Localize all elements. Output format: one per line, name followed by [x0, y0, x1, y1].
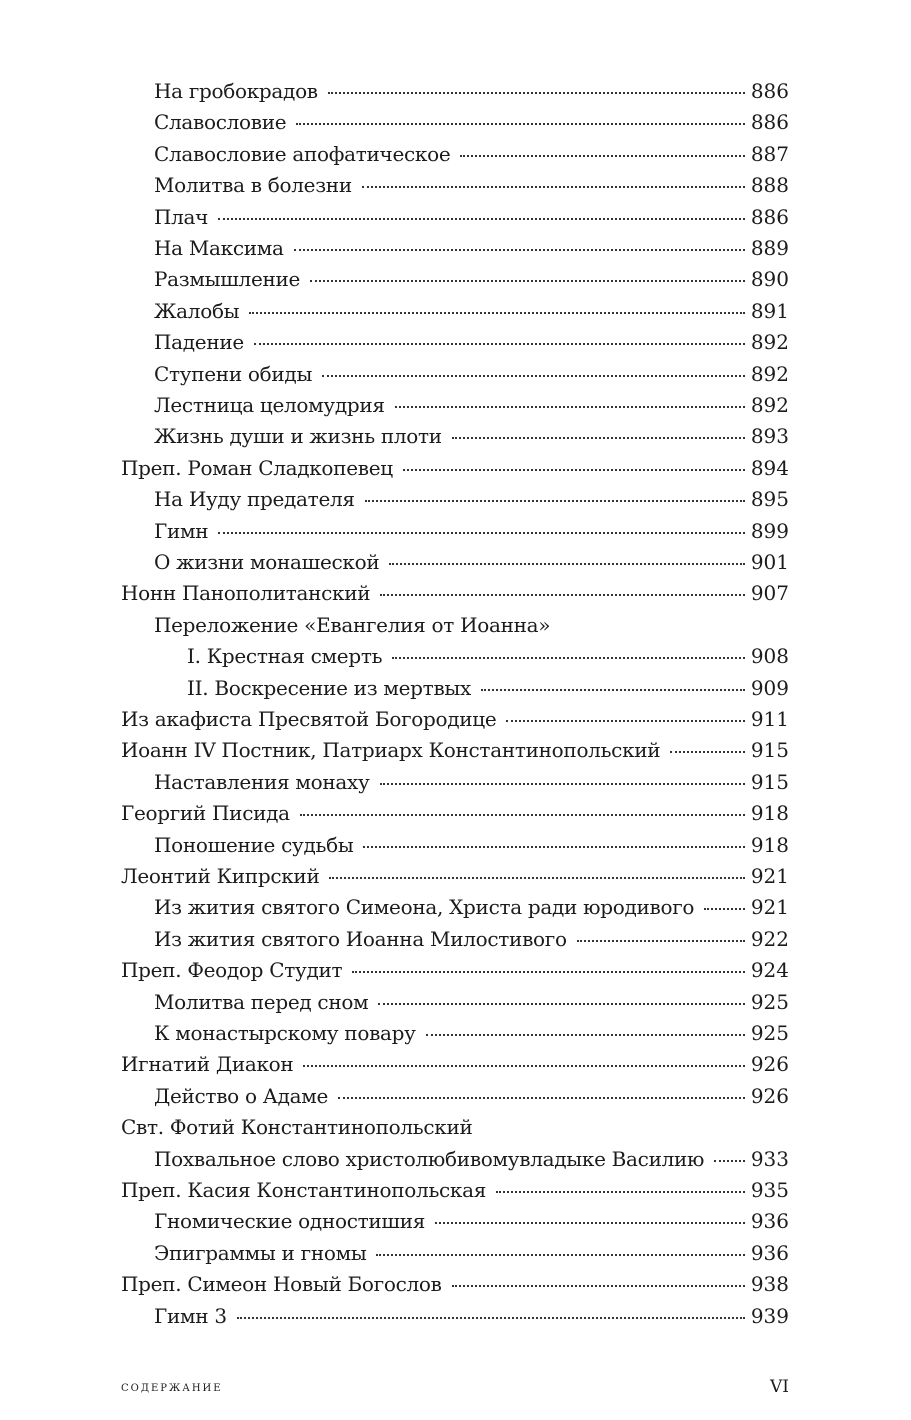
- toc-row: [0, 296, 911, 327]
- toc-entry: [154, 327, 789, 358]
- toc-entry: [154, 1301, 789, 1332]
- toc-row: [0, 233, 911, 264]
- toc-row: [0, 1269, 911, 1300]
- dot-leader: [403, 468, 745, 471]
- toc-entry-title: Поношение судьбы: [154, 833, 354, 857]
- toc-row: [0, 516, 911, 547]
- toc-row: [0, 1049, 911, 1080]
- toc-row: [0, 202, 911, 233]
- toc-entry-title: Наставления монаху: [154, 770, 370, 794]
- dot-leader: [362, 185, 745, 188]
- toc-entry: [154, 359, 789, 390]
- toc-entry: [121, 861, 789, 892]
- dot-leader: [300, 813, 745, 816]
- toc-entry: [154, 610, 789, 641]
- toc-page-number: 915: [750, 738, 789, 762]
- toc-entry-title: Преп. Феодор Студит: [121, 958, 343, 982]
- toc-page-number: 939: [750, 1304, 789, 1328]
- toc-entry: [154, 830, 789, 861]
- toc-row: [0, 1238, 911, 1269]
- toc-entry: [154, 202, 789, 233]
- toc-row: [0, 924, 911, 955]
- toc-entry: [121, 735, 789, 766]
- dot-leader: [460, 154, 744, 157]
- toc-entry: [154, 390, 789, 421]
- dot-leader: [294, 248, 745, 251]
- dot-leader: [329, 876, 744, 879]
- toc-row: [0, 987, 911, 1018]
- toc-entry-title: Молитва перед сном: [154, 990, 369, 1014]
- toc-page-number: 893: [750, 424, 789, 448]
- toc-page-number: 892: [750, 393, 789, 417]
- toc-entry: [121, 798, 789, 829]
- dot-leader: [452, 1284, 745, 1287]
- toc-entry-title: Из жития святого Иоанна Милостивого: [154, 927, 567, 951]
- toc-entry: [154, 987, 789, 1018]
- toc-row: [0, 798, 911, 829]
- toc-entry-title: Гимн 3: [154, 1304, 227, 1328]
- toc-entry-title: На гробокрадов: [154, 79, 318, 103]
- toc-page-number: 891: [750, 299, 789, 323]
- toc-entry-title: Преп. Роман Сладкопевец: [121, 456, 393, 480]
- dot-leader: [380, 593, 744, 596]
- toc-entry: [154, 139, 789, 170]
- dot-leader: [380, 782, 745, 785]
- dot-leader: [435, 1221, 745, 1224]
- toc-page-number: 933: [750, 1147, 789, 1171]
- toc-entry-title: К монастырскому повару: [154, 1021, 416, 1045]
- toc-row: [0, 673, 911, 704]
- dot-leader: [389, 562, 744, 565]
- dot-leader: [365, 499, 745, 502]
- dot-leader: [296, 122, 745, 125]
- dot-leader: [378, 1002, 744, 1005]
- dot-leader: [670, 750, 744, 753]
- toc-entry-title: Жизнь души и жизнь плоти: [154, 424, 442, 448]
- toc-row: [0, 1144, 911, 1175]
- toc-page-number: 889: [750, 236, 789, 260]
- dot-leader: [496, 1190, 745, 1193]
- toc-row: [0, 830, 911, 861]
- dot-leader: [481, 688, 745, 691]
- toc-page-number: 886: [750, 110, 789, 134]
- dot-leader: [376, 1253, 744, 1256]
- toc-row: [0, 610, 911, 641]
- toc-entry-title: На Максима: [154, 236, 284, 260]
- dot-leader: [310, 279, 745, 282]
- toc-page-number: 921: [750, 895, 789, 919]
- toc-entry-title: Ступени обиды: [154, 362, 313, 386]
- toc-entry-title: Падение: [154, 330, 244, 354]
- toc-entry: [154, 170, 789, 201]
- dot-leader: [352, 970, 745, 973]
- toc-page-number: 921: [750, 864, 789, 888]
- toc-entry: [154, 1206, 789, 1237]
- page-number: VI: [770, 1377, 789, 1397]
- toc-row: [0, 1175, 911, 1206]
- toc-entry-title: Георгий Писида: [121, 801, 290, 825]
- toc-page-number: 925: [750, 990, 789, 1014]
- toc-page-number: 899: [750, 519, 789, 543]
- dot-leader: [322, 374, 745, 377]
- toc-entry: [121, 1112, 789, 1143]
- toc-entry: [121, 578, 789, 609]
- toc-entry: [154, 1238, 789, 1269]
- dot-leader: [395, 405, 745, 408]
- dot-leader: [303, 1064, 744, 1067]
- toc-entry-title: Переложение «Евангелия от Иоанна»: [154, 613, 551, 637]
- dot-leader: [328, 91, 745, 94]
- toc-entry-title: Леонтий Кипрский: [121, 864, 320, 888]
- toc-row: [0, 892, 911, 923]
- toc-entry-title: Славословие: [154, 110, 287, 134]
- toc-entry-title: Преп. Симеон Новый Богослов: [121, 1272, 442, 1296]
- toc-entry-title: Эпиграммы и гномы: [154, 1241, 367, 1265]
- toc-page-number: 907: [750, 581, 789, 605]
- toc-entry-title: Из жития святого Симеона, Христа ради юродивого: [154, 895, 695, 919]
- toc-entry-title: I. Крестная смерть: [187, 644, 383, 668]
- toc-row: [0, 547, 911, 578]
- toc-entry: [121, 955, 789, 986]
- toc-page-number: 909: [750, 676, 789, 700]
- toc-entry-title: Похвальное слово христолюбивомувладыке Василию: [154, 1147, 705, 1171]
- toc-entry-title: Жалобы: [154, 299, 240, 323]
- toc-row: [0, 421, 911, 452]
- toc-row: [0, 484, 911, 515]
- toc-page-number: 894: [750, 456, 789, 480]
- toc-entry: [154, 516, 789, 547]
- toc-page-number: 936: [750, 1241, 789, 1265]
- toc-entry: [187, 641, 789, 672]
- toc-row: [0, 578, 911, 609]
- toc-row: [0, 861, 911, 892]
- dot-leader: [363, 845, 744, 848]
- dot-leader: [237, 1316, 745, 1319]
- toc-page-number: 915: [750, 770, 789, 794]
- toc-entry: [121, 1049, 789, 1080]
- toc-row: [0, 264, 911, 295]
- toc-entry-title: Молитва в болезни: [154, 173, 352, 197]
- toc-page-number: 887: [750, 142, 789, 166]
- toc-entry: [154, 767, 789, 798]
- toc-entry-title: Плач: [154, 205, 209, 229]
- toc-entry-title: Действо о Адаме: [154, 1084, 329, 1108]
- toc-entry-title: Игнатий Диакон: [121, 1052, 294, 1076]
- toc-row: [0, 170, 911, 201]
- dot-leader: [338, 1096, 745, 1099]
- toc-entry: [154, 1018, 789, 1049]
- toc-page-number: 935: [750, 1178, 789, 1202]
- toc-row: [0, 327, 911, 358]
- toc-page-number: 908: [750, 644, 789, 668]
- toc-row: [0, 1112, 911, 1143]
- toc-entry: [154, 421, 789, 452]
- toc-page-number: 892: [750, 362, 789, 386]
- toc-row: [0, 453, 911, 484]
- toc-entry-title: Свт. Фотий Константинопольский: [121, 1115, 473, 1139]
- toc-page-number: 886: [750, 205, 789, 229]
- toc-row: [0, 107, 911, 138]
- toc-row: [0, 1206, 911, 1237]
- toc-row: [0, 1018, 911, 1049]
- toc-entry: [154, 107, 789, 138]
- toc-page-number: 890: [750, 267, 789, 291]
- toc-entry-title: Гимн: [154, 519, 209, 543]
- dot-leader: [452, 436, 745, 439]
- toc-page-number: 918: [750, 801, 789, 825]
- toc-entry: [121, 1175, 789, 1206]
- dot-leader: [392, 656, 745, 659]
- toc-row: [0, 767, 911, 798]
- toc-entry: [154, 484, 789, 515]
- toc-entry: [154, 1144, 789, 1175]
- toc-entry-title: Иоанн IV Постник, Патриарх Константинопольский: [121, 738, 661, 762]
- toc-row: [0, 390, 911, 421]
- toc-page-number: 938: [750, 1272, 789, 1296]
- toc-entry: [187, 673, 789, 704]
- toc-entry: [121, 453, 789, 484]
- dot-leader: [704, 907, 745, 910]
- toc-entry: [154, 233, 789, 264]
- toc-page-number: 892: [750, 330, 789, 354]
- toc-entry-title: На Иуду предателя: [154, 487, 355, 511]
- toc-row: [0, 76, 911, 107]
- toc-page-number: 926: [750, 1084, 789, 1108]
- dot-leader: [577, 939, 745, 942]
- toc-row: [0, 704, 911, 735]
- toc-entry-title: Из акафиста Пресвятой Богородице: [121, 707, 497, 731]
- toc-row: [0, 1081, 911, 1112]
- toc-entry: [154, 264, 789, 295]
- toc-entry: [154, 1081, 789, 1112]
- toc-row: [0, 359, 911, 390]
- toc-entry-title: II. Воскресение из мертвых: [187, 676, 471, 700]
- toc-page-number: 911: [750, 707, 789, 731]
- toc-entry-title: Лестница целомудрия: [154, 393, 385, 417]
- toc-page-number: 888: [750, 173, 789, 197]
- toc-entry: [154, 892, 789, 923]
- toc-page-number: 925: [750, 1021, 789, 1045]
- toc-page-number: 922: [750, 927, 789, 951]
- dot-leader: [426, 1033, 745, 1036]
- toc-entry: [121, 704, 789, 735]
- toc-entry-title: Славословие апофатическое: [154, 142, 451, 166]
- toc-entry: [154, 296, 789, 327]
- toc-page-number: 924: [750, 958, 789, 982]
- toc-entry-title: Гномические одностишия: [154, 1209, 426, 1233]
- toc-entry: [154, 924, 789, 955]
- toc-page-number: 901: [750, 550, 789, 574]
- toc-row: [0, 1301, 911, 1332]
- dot-leader: [714, 1159, 745, 1162]
- toc-entry-title: Размышление: [154, 267, 301, 291]
- toc-row: [0, 139, 911, 170]
- toc-entry: [154, 76, 789, 107]
- toc-entry-title: О жизни монашеской: [154, 550, 380, 574]
- toc-row: [0, 955, 911, 986]
- toc-entry-title: Нонн Панополитанский: [121, 581, 371, 605]
- toc-entry: [154, 547, 789, 578]
- dot-leader: [254, 342, 745, 345]
- dot-leader: [249, 311, 745, 314]
- running-footer-title: содержание: [121, 1379, 223, 1395]
- toc-page-number: 886: [750, 79, 789, 103]
- toc-page-number: 895: [750, 487, 789, 511]
- toc-entry: [121, 1269, 789, 1300]
- dot-leader: [218, 217, 745, 220]
- dot-leader: [506, 719, 744, 722]
- dot-leader: [218, 531, 745, 534]
- toc-entry-title: Преп. Касия Константинопольская: [121, 1178, 487, 1202]
- toc-page-number: 936: [750, 1209, 789, 1233]
- toc-page-number: 926: [750, 1052, 789, 1076]
- toc-row: [0, 641, 911, 672]
- toc-page-number: 918: [750, 833, 789, 857]
- toc-row: [0, 735, 911, 766]
